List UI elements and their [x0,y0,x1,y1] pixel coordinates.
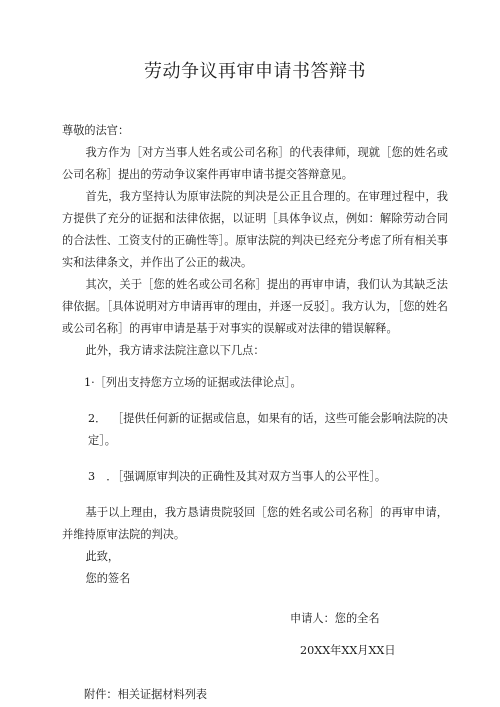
date-line: 20XX年XX月XX日 [300,644,396,657]
list-item-number: 3 ． [88,470,118,483]
document-title: 劳动争议再审申请书答辩书 [144,61,366,82]
signature-text: 您的签名 [85,572,131,585]
intro-paragraph: 我方作为［对方当事人姓名或公司名称］的代表律师，现就［您的姓名或公司名称］提出的劳动争议案件再审申请书提交答辩意见。 [62,146,448,181]
list-item-text: ［列出支持您方立场的证据或法律论点］。 [94,376,302,389]
argument-paragraph-3: 此外，我方请求法院注意以下几点： [85,344,265,357]
closing-text: 此致， [85,550,120,563]
list-item-text: ［强调原审判决的正确性及其对双方当事人的公平性］。 [112,470,387,483]
argument-paragraph-2: 其次，关于［您的姓名或公司名称］提出的再审申请，我们认为其缺乏法律依据。［具体说明对方申请再审的理由，并逐一反驳］。我方认为，［您的姓名或公司名称］的再审申请是基于对事实的误解或对法律的错误解释。 [62,278,448,335]
list-item [62,408,448,452]
applicant-line: 申请人：您的全名 [290,612,380,625]
list-item-number: 2． [88,412,107,425]
salutation: 尊敬的法官： [62,124,130,137]
list-item-number: 1· [84,376,95,389]
argument-paragraph-1: 首先，我方坚持认为原审法院的判决是公正且合理的。在审理过程中，我方提供了充分的证据和法律依据，以证明［具体争议点，例如：解除劳动合同的合法性、工资支付的正确性等］。原审法院的判决已经充分考虑了所有相关事实和法律条文，并作出了公正的裁决。 [62,190,448,269]
list-item [62,466,448,488]
list-item [62,372,448,394]
list-item-text: ［提供任何新的证据或信息，如果有的话，这些可能会影响法院的决定］。 [88,412,448,447]
attachment-line: 附件：相关证据材料列表 [84,688,208,701]
conclusion-paragraph: 基于以上理由，我方恳请贵院驳回［您的姓名或公司名称］的再审申请，并维持原审法院的判决。 [62,506,448,541]
